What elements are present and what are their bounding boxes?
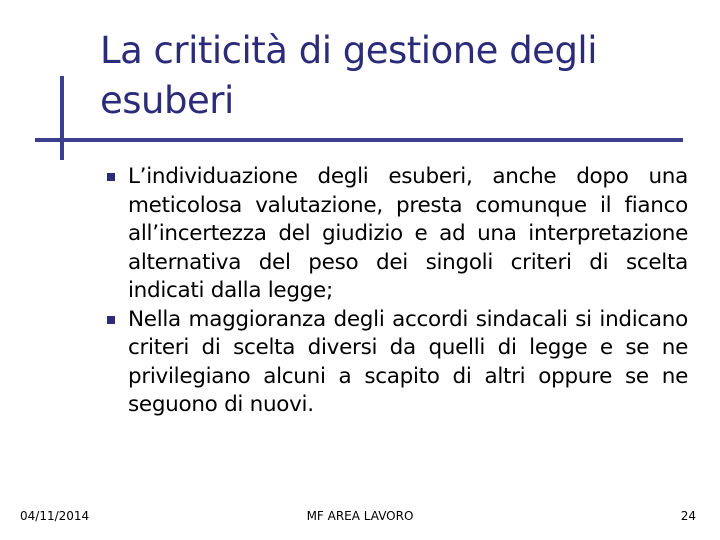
page-number: 24 [680, 509, 696, 523]
bullet-list [100, 163, 688, 420]
bullet-text: L’individuazione degli esuberi, anche dopo una meticolosa valutazione, presta comunque il fianco all’incertezza del giudizio e ad una interpretazione alternativa del peso dei singoli criteri di scelta indicati dalla legge; [128, 164, 688, 303]
horizontal-rule [35, 138, 683, 142]
footer-label: MF AREA LAVORO [306, 509, 414, 523]
bullet-item [100, 306, 688, 420]
footer-date: 04/11/2014 [20, 509, 90, 523]
bullet-text: Nella maggioranza degli accordi sindacali si indicano criteri di scelta diversi da quelli di legge e se ne privilegiano alcuni a scapito di altri oppure se ne seguono di nuovi. [128, 306, 688, 417]
square-bullet-icon [107, 173, 115, 181]
square-bullet-icon [107, 316, 115, 324]
slide-title: La criticità di gestione degli esuberi [100, 29, 597, 122]
vertical-rule [60, 76, 64, 160]
bullet-item [100, 163, 688, 306]
